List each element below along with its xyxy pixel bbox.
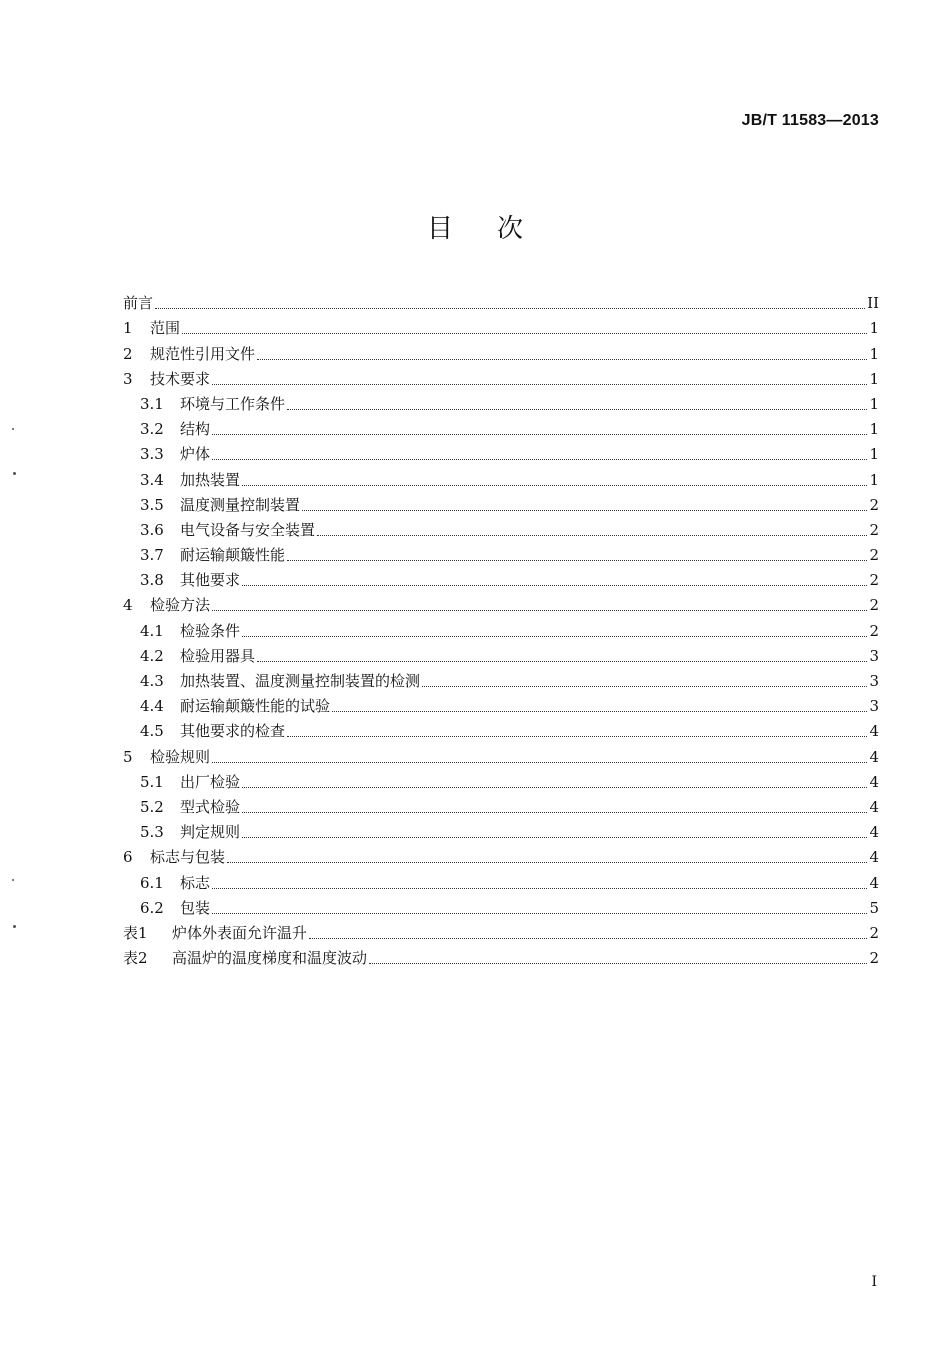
dot-leader: [212, 761, 867, 763]
toc-entry-number: 2: [123, 344, 133, 363]
toc-entry-page: 1: [869, 420, 879, 439]
dot-leader: [332, 710, 867, 712]
toc-entry-title: 检验用器具: [180, 646, 256, 665]
toc-entry-title: 温度测量控制装置: [180, 495, 301, 514]
toc-entry-page: 4: [869, 848, 879, 867]
toc-entry-number: 3.8: [140, 571, 164, 590]
dot-leader: [302, 509, 867, 511]
toc-entry-number: 3.6: [140, 520, 164, 539]
dot-leader: [257, 660, 867, 662]
toc-entry[interactable]: [123, 490, 879, 515]
page-number: I: [871, 1274, 877, 1290]
toc-entry-number: 表2: [123, 949, 148, 968]
toc-entry-number: 5.3: [140, 823, 164, 842]
toc-entry-title: 范围: [150, 319, 181, 338]
dot-leader: [227, 861, 867, 863]
toc-entry[interactable]: [123, 741, 879, 766]
toc-entry-title: 耐运输颠簸性能的试验: [180, 697, 331, 716]
toc-entry-number: 6.1: [140, 873, 164, 892]
dot-leader: [369, 962, 867, 964]
toc-entry-number: 3.7: [140, 546, 164, 565]
toc-entry-title: 包装: [180, 898, 211, 917]
toc-entry-page: 2: [869, 495, 879, 514]
dot-leader: [242, 836, 867, 838]
toc-entry-number: 5.2: [140, 797, 164, 816]
toc-entry-number: 3.4: [140, 470, 164, 489]
toc-entry-page: 1: [869, 470, 879, 489]
toc-entry-page: 1: [869, 319, 879, 338]
toc-entry-number: 4.3: [140, 672, 164, 690]
toc-entry-page: 4: [869, 772, 879, 791]
toc-entry-number: 3: [123, 369, 133, 388]
toc-entry-page: 3: [869, 697, 879, 716]
toc-entry-title: 耐运输颠簸性能: [180, 546, 286, 565]
toc-entry[interactable]: [123, 565, 879, 590]
toc-entry-page: 4: [869, 873, 879, 892]
toc-entry[interactable]: [123, 867, 879, 892]
toc-entry-number: 表1: [123, 923, 148, 942]
toc-entry-page: 2: [869, 520, 879, 539]
toc-entry-title: 前言: [123, 294, 154, 313]
toc-entry[interactable]: [123, 943, 879, 968]
toc-entry-title: 型式检验: [180, 797, 241, 816]
dot-leader: [257, 358, 867, 360]
toc-entry-page: 3: [869, 646, 879, 665]
toc-entry-number: 6.2: [140, 898, 164, 917]
dot-leader: [212, 912, 867, 914]
toc-entry-title: 检验方法: [150, 596, 211, 615]
toc-entry-title: 结构: [180, 420, 211, 439]
dot-leader: [287, 408, 867, 410]
dot-leader: [242, 786, 867, 788]
toc-entry[interactable]: [123, 515, 879, 540]
toc-entry-title: 其他要求的检查: [180, 722, 286, 741]
toc-entry-number: 5.1: [140, 772, 164, 791]
toc-entry-title: 炉体: [180, 445, 211, 464]
toc-entry-number: 4.1: [140, 621, 164, 640]
dot-leader: [155, 307, 865, 309]
toc-entry[interactable]: [123, 918, 879, 943]
toc-entry[interactable]: [123, 893, 879, 918]
dot-leader: [212, 609, 867, 611]
toc-entry-title: 环境与工作条件: [180, 394, 286, 413]
toc-entry-number: 5: [123, 747, 133, 766]
dot-leader: [287, 735, 867, 737]
toc-entry[interactable]: [123, 540, 879, 565]
toc-entry-page: II: [867, 294, 879, 313]
toc-entry-page: 1: [869, 394, 879, 413]
toc-entry-title: 标志: [180, 873, 211, 892]
toc-entry-number: 6: [123, 848, 133, 867]
scan-speck: [13, 925, 16, 928]
toc-entry[interactable]: [123, 817, 879, 842]
toc-entry-title: 其他要求: [180, 571, 241, 590]
toc-entry-page: 2: [869, 923, 879, 942]
scan-speck: [13, 472, 16, 475]
dot-leader: [212, 433, 867, 435]
toc-entry-number: 3.3: [140, 445, 164, 464]
dot-leader: [242, 584, 867, 586]
toc-entry[interactable]: [123, 464, 879, 489]
toc-entry-title: 加热装置、温度测量控制装置的检测: [180, 672, 421, 690]
toc-entry[interactable]: [123, 313, 879, 338]
dot-leader: [242, 484, 867, 486]
toc-entry-title: 炉体外表面允许温升: [172, 923, 308, 942]
scan-speck: [12, 428, 14, 430]
document-code: JB/T 11583—2013: [741, 112, 879, 129]
toc-entry-title: 判定规则: [180, 823, 241, 842]
toc-entry-title: 技术要求: [150, 369, 211, 388]
toc-entry[interactable]: [123, 615, 879, 640]
toc-entry[interactable]: [123, 691, 879, 716]
toc-entry-page: 2: [869, 571, 879, 590]
dot-leader: [212, 458, 867, 460]
toc-entry[interactable]: [123, 716, 879, 741]
dot-leader: [287, 559, 867, 561]
toc-entry-page: 1: [869, 369, 879, 388]
page-title: 目次: [426, 214, 567, 244]
toc-entry[interactable]: [123, 767, 879, 792]
toc-entry-title: 高温炉的温度梯度和温度波动: [172, 949, 368, 968]
toc-entry-page: 4: [869, 722, 879, 741]
toc-entry[interactable]: [123, 414, 879, 439]
toc-entry[interactable]: [123, 641, 879, 666]
toc-entry-page: 2: [869, 596, 879, 615]
toc-entry-title: 规范性引用文件: [150, 344, 256, 363]
toc-entry-page: 4: [869, 823, 879, 842]
toc-entry-title: 检验条件: [180, 621, 241, 640]
dot-leader: [242, 811, 867, 813]
toc-entry-number: 3.5: [140, 495, 164, 514]
dot-leader: [212, 887, 867, 889]
dot-leader: [242, 635, 867, 637]
dot-leader: [422, 685, 867, 687]
toc-entry[interactable]: [123, 364, 879, 389]
toc-entry-title: 检验规则: [150, 747, 211, 766]
toc-entry-page: 2: [869, 621, 879, 640]
dot-leader: [212, 383, 867, 385]
toc-entry-number: 4.2: [140, 646, 164, 665]
toc-entry-page: 2: [869, 546, 879, 565]
toc-entry-page: 2: [869, 949, 879, 968]
toc-entry[interactable]: [123, 389, 879, 414]
toc-entry-page: 5: [869, 898, 879, 917]
toc-entry[interactable]: [123, 288, 879, 313]
toc-entry-page: 3: [869, 672, 879, 690]
toc-entry-number: 4.5: [140, 722, 164, 741]
toc-entry-number: 3.2: [140, 420, 164, 439]
toc-entry[interactable]: [123, 338, 879, 363]
toc-entry-title: 标志与包装: [150, 848, 226, 867]
dot-leader: [309, 937, 867, 939]
toc-entry-title: 加热装置: [180, 470, 241, 489]
toc-entry-title: 电气设备与安全装置: [180, 520, 316, 539]
toc-entry-page: 1: [869, 445, 879, 464]
toc-entry[interactable]: [123, 590, 879, 615]
toc-entry[interactable]: [123, 439, 879, 464]
toc-entry-page: 1: [869, 344, 879, 363]
toc-entry-number: 1: [123, 319, 133, 338]
toc-entry-page: 4: [869, 747, 879, 766]
table-of-contents: [123, 288, 879, 968]
toc-entry-title: 出厂检验: [180, 772, 241, 791]
toc-entry-number: 4.4: [140, 697, 164, 716]
toc-entry[interactable]: [123, 842, 879, 867]
toc-entry-page: 4: [869, 797, 879, 816]
toc-entry-number: 3.1: [140, 394, 164, 413]
dot-leader: [182, 332, 867, 334]
toc-entry-number: 4: [123, 596, 133, 615]
scan-speck: [12, 879, 14, 881]
toc-entry[interactable]: [123, 666, 879, 691]
toc-entry[interactable]: [123, 792, 879, 817]
dot-leader: [317, 534, 867, 536]
